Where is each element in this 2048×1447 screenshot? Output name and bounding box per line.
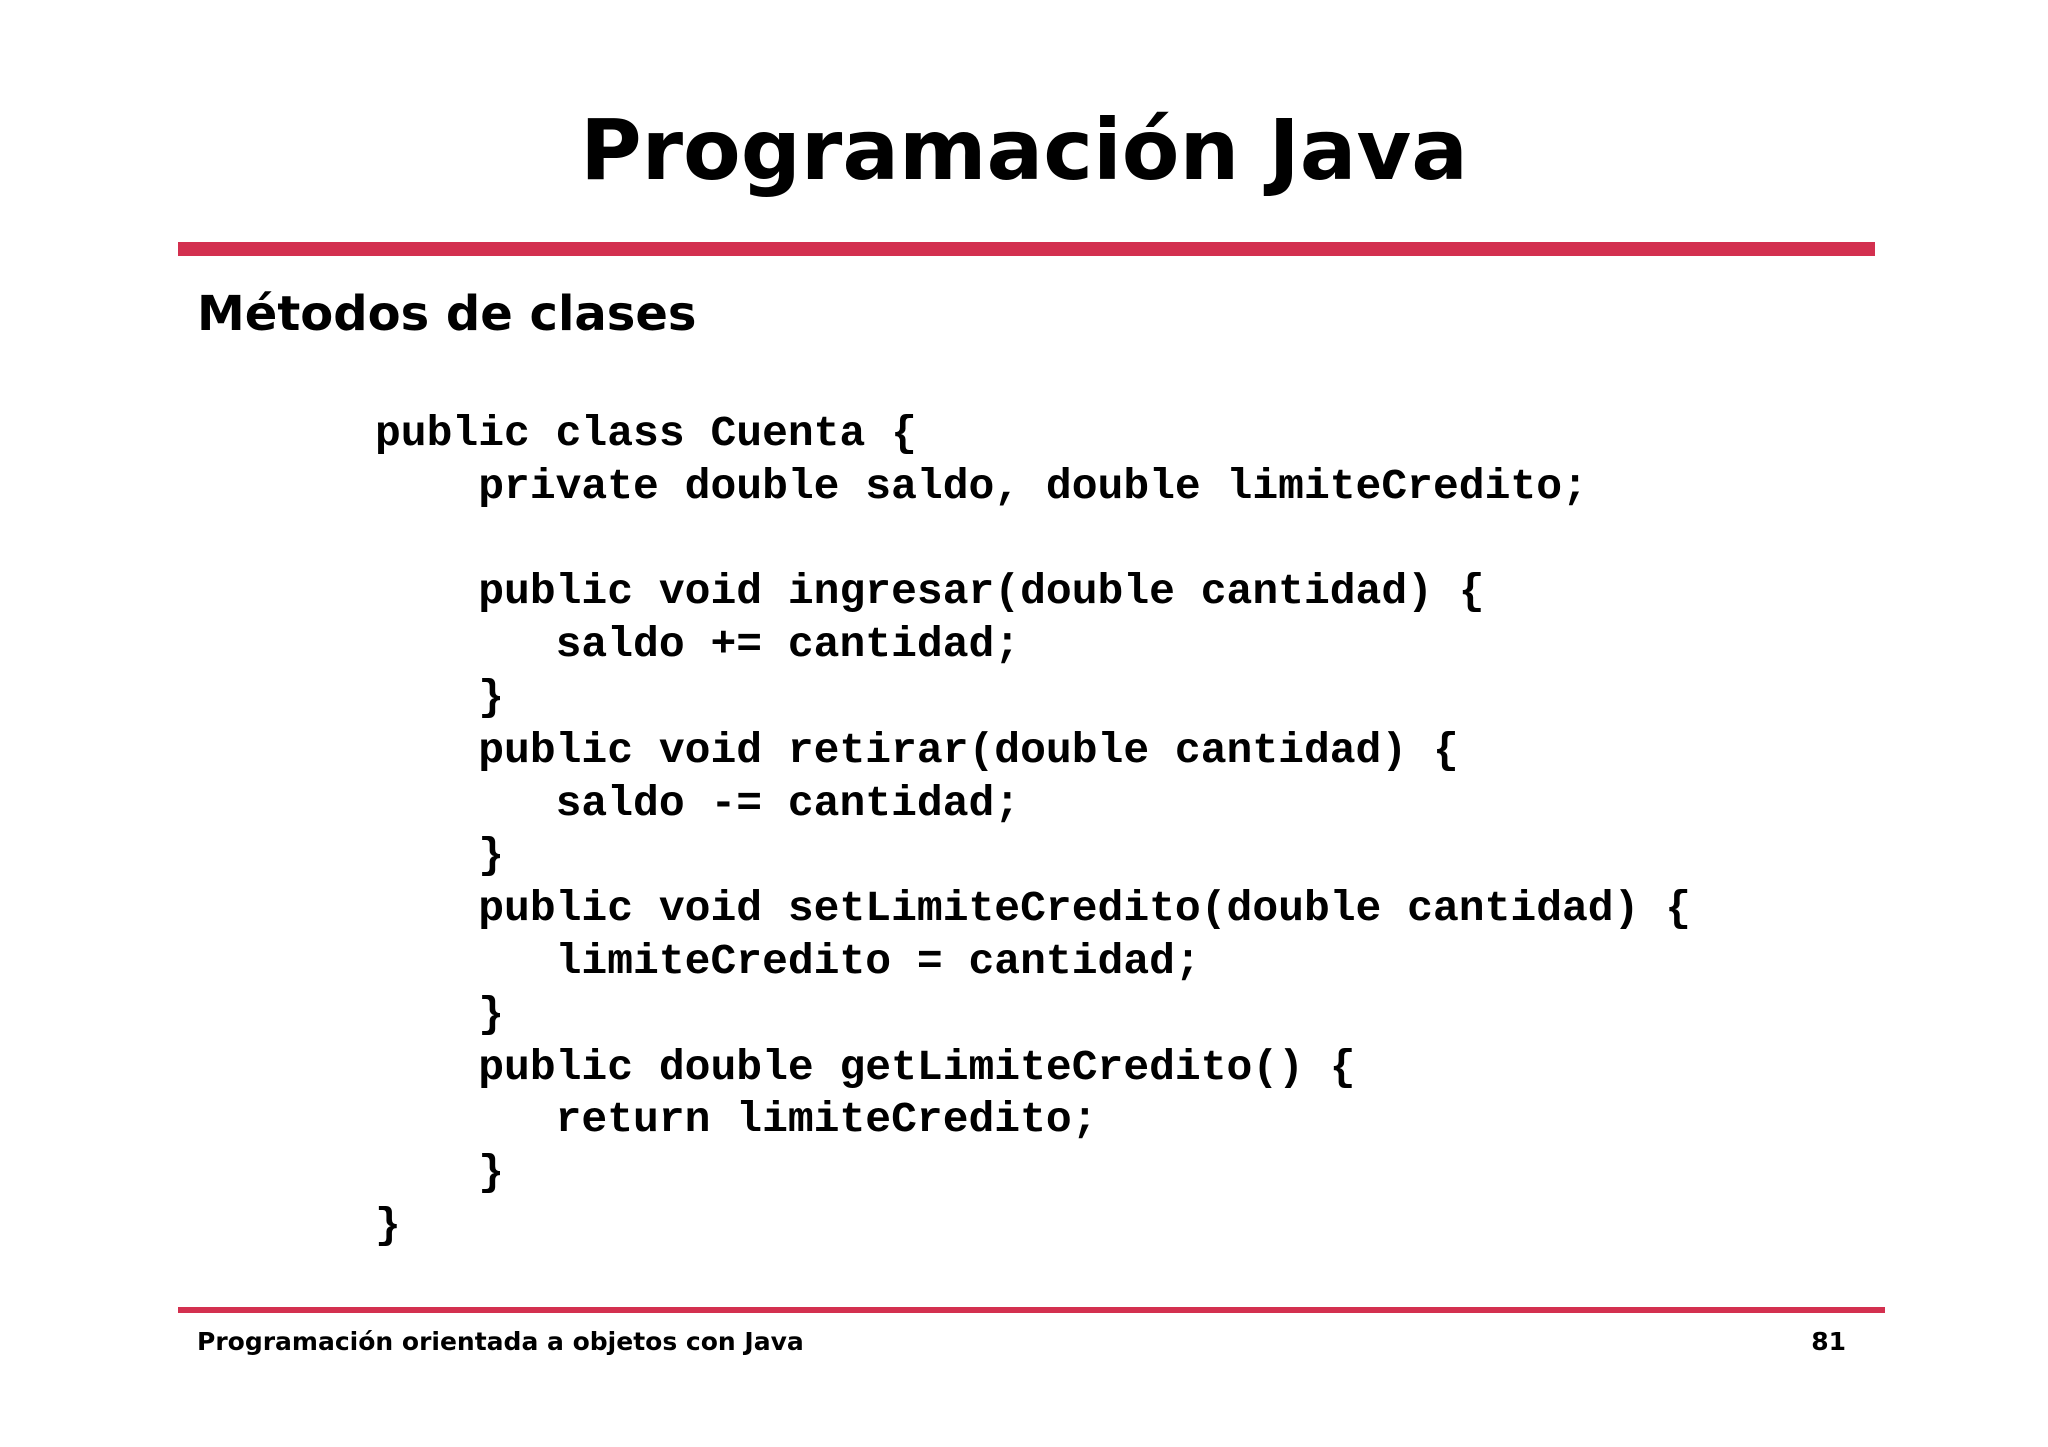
- code-line: public void ingresar(double cantidad) {: [375, 567, 1485, 617]
- code-line: }: [375, 1200, 401, 1250]
- code-line: public class Cuenta {: [375, 409, 917, 458]
- code-line: saldo -= cantidad;: [375, 778, 1021, 828]
- code-line: [375, 514, 1691, 567]
- page-number: 81: [1811, 1327, 1846, 1356]
- code-line: return limiteCredito;: [375, 1095, 1098, 1145]
- section-heading: Métodos de clases: [197, 286, 697, 342]
- code-line: saldo += cantidad;: [375, 620, 1021, 670]
- code-line: private double saldo, double limiteCredito;: [375, 461, 1588, 511]
- code-block: [375, 408, 1691, 1253]
- slide-title: Programación Java: [580, 101, 1468, 199]
- code-line: }: [375, 672, 505, 722]
- code-line: }: [375, 989, 505, 1039]
- code-line: public void setLimiteCredito(double cantidad) {: [375, 884, 1692, 934]
- code-line: public double getLimiteCredito() {: [375, 1042, 1356, 1092]
- footer-course-title: Programación orientada a objetos con Java: [197, 1327, 804, 1356]
- title-divider: [178, 242, 1875, 256]
- code-line: }: [375, 1148, 505, 1198]
- code-line: limiteCredito = cantidad;: [375, 936, 1201, 986]
- footer-divider: [178, 1307, 1885, 1313]
- code-line: public void retirar(double cantidad) {: [375, 725, 1459, 775]
- code-line: }: [375, 831, 505, 881]
